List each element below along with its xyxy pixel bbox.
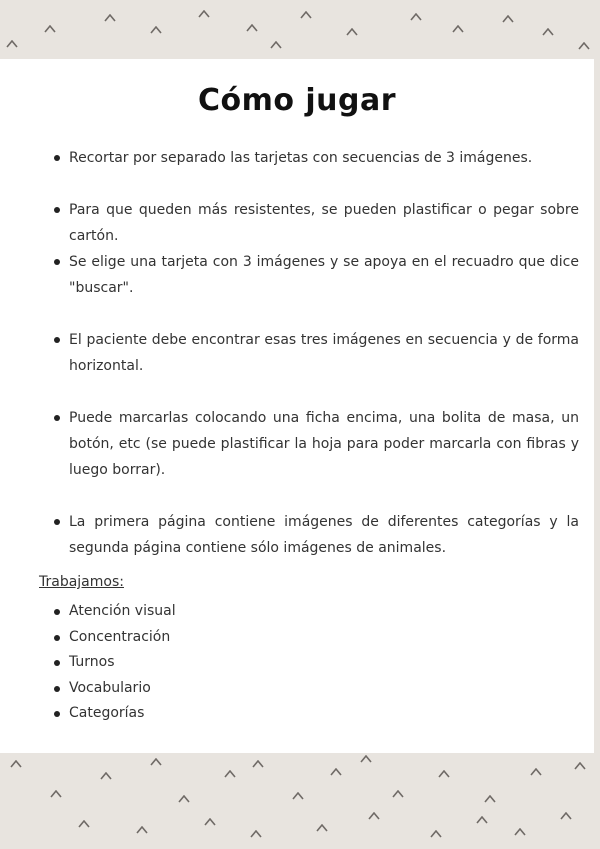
list-item: Recortar por separado las tarjetas con secuencias de 3 imágenes. bbox=[69, 145, 579, 171]
chevron-decoration-icon bbox=[78, 820, 90, 828]
chevron-decoration-icon bbox=[292, 792, 304, 800]
chevron-decoration-icon bbox=[246, 24, 258, 32]
chevron-decoration-icon bbox=[368, 812, 380, 820]
skills-heading: Trabajamos: bbox=[39, 574, 124, 590]
bullet-icon bbox=[54, 207, 60, 213]
chevron-decoration-icon bbox=[574, 762, 586, 770]
bullet-icon bbox=[54, 155, 60, 161]
chevron-decoration-icon bbox=[252, 760, 264, 768]
chevron-decoration-icon bbox=[224, 770, 236, 778]
chevron-decoration-icon bbox=[560, 812, 572, 820]
bullet-icon bbox=[54, 635, 60, 641]
instructions-card bbox=[0, 59, 594, 753]
chevron-decoration-icon bbox=[578, 42, 590, 50]
chevron-decoration-icon bbox=[300, 11, 312, 19]
chevron-decoration-icon bbox=[316, 824, 328, 832]
chevron-decoration-icon bbox=[150, 758, 162, 766]
chevron-decoration-icon bbox=[100, 772, 112, 780]
chevron-decoration-icon bbox=[270, 41, 282, 49]
skills-list bbox=[69, 599, 176, 727]
list-item: Para que queden más resistentes, se pueden plastificar o pegar sobre cartón. bbox=[69, 197, 579, 223]
bullet-icon bbox=[54, 711, 60, 717]
chevron-decoration-icon bbox=[178, 795, 190, 803]
list-item: Se elige una tarjeta con 3 imágenes y se apoya en el recuadro que dice "buscar". bbox=[69, 249, 579, 301]
chevron-decoration-icon bbox=[542, 28, 554, 36]
chevron-decoration-icon bbox=[198, 10, 210, 18]
page-title: Cómo jugar bbox=[197, 83, 397, 118]
chevron-decoration-icon bbox=[514, 828, 526, 836]
chevron-decoration-icon bbox=[204, 818, 216, 826]
chevron-decoration-icon bbox=[502, 15, 514, 23]
chevron-decoration-icon bbox=[6, 40, 18, 48]
bullet-icon bbox=[54, 259, 60, 265]
instructions-list bbox=[69, 145, 579, 561]
list-item: El paciente debe encontrar esas tres imágenes en secuencia y de forma horizontal. bbox=[69, 327, 579, 379]
chevron-decoration-icon bbox=[104, 14, 116, 22]
list-item: Vocabulario bbox=[69, 676, 176, 702]
chevron-decoration-icon bbox=[150, 26, 162, 34]
chevron-decoration-icon bbox=[410, 13, 422, 21]
bullet-icon bbox=[54, 415, 60, 421]
chevron-decoration-icon bbox=[484, 795, 496, 803]
chevron-decoration-icon bbox=[392, 790, 404, 798]
chevron-decoration-icon bbox=[452, 25, 464, 33]
chevron-decoration-icon bbox=[10, 760, 22, 768]
list-item: La primera página contiene imágenes de diferentes categorías y la segunda página contiene sólo imágenes de animales. bbox=[69, 509, 579, 561]
chevron-decoration-icon bbox=[360, 755, 372, 763]
chevron-decoration-icon bbox=[530, 768, 542, 776]
chevron-decoration-icon bbox=[476, 816, 488, 824]
chevron-decoration-icon bbox=[330, 768, 342, 776]
list-item: Atención visual bbox=[69, 599, 176, 625]
chevron-decoration-icon bbox=[44, 25, 56, 33]
chevron-decoration-icon bbox=[438, 770, 450, 778]
chevron-decoration-icon bbox=[346, 28, 358, 36]
list-item: Concentración bbox=[69, 625, 176, 651]
chevron-decoration-icon bbox=[430, 830, 442, 838]
bullet-icon bbox=[54, 686, 60, 692]
list-item: Categorías bbox=[69, 701, 176, 727]
list-item: Puede marcarlas colocando una ficha encima, una bolita de masa, un botón, etc (se puede plastificar la hoja para poder marcarla con fibras y luego borrar). bbox=[69, 405, 579, 483]
bullet-icon bbox=[54, 337, 60, 343]
list-item: Turnos bbox=[69, 650, 176, 676]
bullet-icon bbox=[54, 609, 60, 615]
chevron-decoration-icon bbox=[50, 790, 62, 798]
bullet-icon bbox=[54, 519, 60, 525]
chevron-decoration-icon bbox=[250, 830, 262, 838]
bullet-icon bbox=[54, 660, 60, 666]
chevron-decoration-icon bbox=[136, 826, 148, 834]
